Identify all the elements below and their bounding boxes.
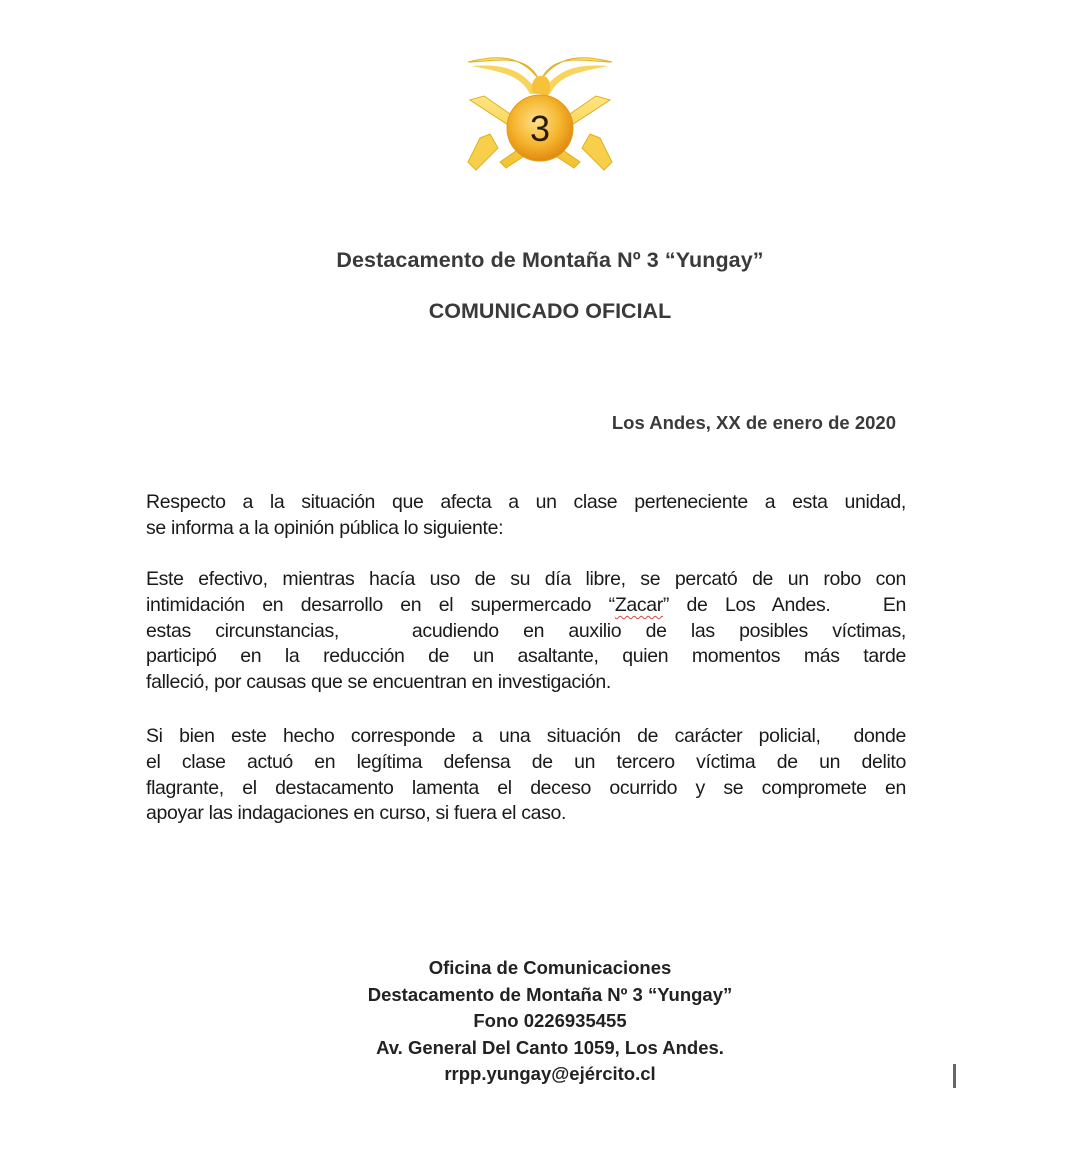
supermarket-name-misspelled: Zacar (614, 593, 663, 616)
paragraph-3-line: el clase actuó en legítima defensa de un tercero víctima de un delito (146, 750, 906, 773)
paragraph-2-line: falleció, por causas que se encuentran en investigación. (146, 671, 611, 694)
signature-email[interactable]: rrpp.yungay@ejército.cl (444, 1063, 656, 1084)
signature-unit-name: Destacamento de Montaña Nº 3 “Yungay” (367, 983, 733, 1005)
signature-office: Oficina de Comunicaciones (428, 957, 672, 978)
paragraph-3-line: Si bien este hecho corresponde a una situación de carácter policial, donde (146, 725, 906, 747)
paragraph-1-line: Respecto a la situación que afecta a un clase perteneciente a esta unidad, (146, 491, 906, 513)
paragraph-3-line: apoyar las indagaciones en curso, si fuera el caso. (146, 802, 567, 825)
document-title: COMUNICADO OFICIAL (428, 299, 672, 323)
text-cursor (953, 1064, 956, 1088)
paragraph-1-line: se informa a la opinión pública lo siguiente: (146, 516, 504, 539)
paragraph-2 (146, 567, 906, 696)
eagle-wings-icon (468, 58, 612, 96)
signature-phone: Fono 0226935455 (473, 1010, 627, 1031)
paragraph-2-line-part: intimidación en desarrollo en el supermercado “ (146, 593, 615, 616)
unit-name-heading: Destacamento de Montaña Nº 3 “Yungay” (336, 248, 764, 272)
paragraph-2-line: participó en la reducción de un asaltante, quien momentos más tarde (146, 645, 906, 668)
paragraph-2-line-part: ” de Los Andes. En (662, 593, 906, 616)
paragraph-3-line: flagrante, el destacamento lamenta el deceso ocurrido y se compromete en (146, 776, 906, 799)
paragraph-2-line: Este efectivo, mientras hacía uso de su día libre, se percató de un robo con (146, 568, 906, 590)
paragraph-1 (146, 490, 906, 542)
emblem-number: 3 (529, 108, 551, 149)
paragraph-2-line (146, 593, 906, 619)
paragraph-2-line: estas circunstancias, acudiendo en auxilio de las posibles víctimas, (146, 619, 906, 642)
date-line: Los Andes, XX de enero de 2020 (611, 412, 896, 433)
signature-address: Av. General Del Canto 1059, Los Andes. (376, 1036, 724, 1058)
paragraph-3 (146, 724, 906, 827)
signature-block (0, 955, 1080, 1088)
unit-emblem-icon (460, 44, 620, 180)
